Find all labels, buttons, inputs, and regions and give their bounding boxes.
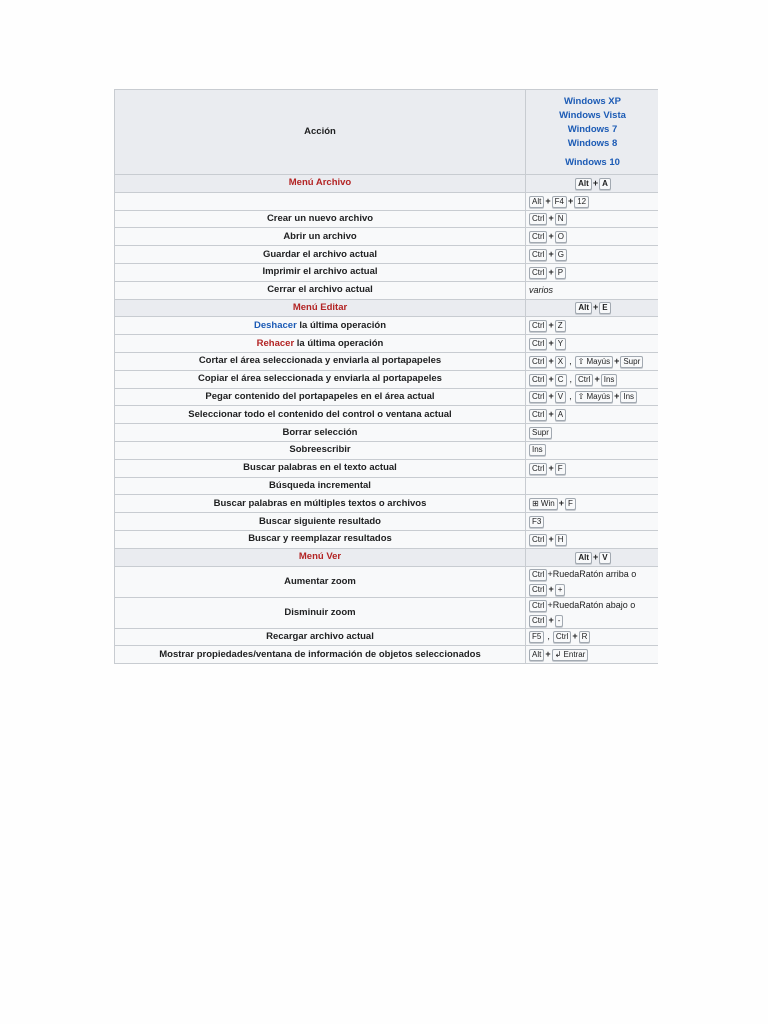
os-link-xp[interactable]: Windows XP (564, 95, 621, 107)
action-cell: Buscar palabras en múltiples textos o archivos (115, 495, 526, 513)
key: X (555, 356, 566, 368)
rehacer-link[interactable]: Rehacer (256, 337, 295, 349)
key: Ctrl (529, 409, 547, 421)
section-row-archivo (115, 175, 659, 193)
shortcut-keys (526, 424, 659, 442)
shortcut-keys: Ctrl + C , Ctrl + Ins (526, 370, 659, 388)
shortcut-keys: Alt + V (526, 548, 659, 566)
action-cell: Buscar siguiente resultado (115, 513, 526, 531)
key: ⊞ Win (529, 498, 558, 510)
table-row (115, 597, 659, 628)
shortcut-keys: Ctrl + G (526, 246, 659, 264)
action-cell: Borrar selección (115, 424, 526, 442)
action-cell: Sobreescribir (115, 441, 526, 459)
os-link-10[interactable]: Windows 10 (565, 156, 620, 168)
header-action: Acción (115, 90, 526, 175)
key: Alt (529, 196, 544, 208)
shortcut-keys: Ctrl + A (526, 406, 659, 424)
key: Ctrl (529, 584, 547, 596)
section-title: Menú Archivo (115, 175, 526, 193)
table-header-row (115, 90, 659, 175)
key: Ctrl (529, 463, 547, 475)
shortcut-keys: Alt + E (526, 299, 659, 317)
key: Ctrl (529, 267, 547, 279)
mouse-wheel-text: +RuedaRatón arriba o (547, 568, 637, 579)
key: H (555, 534, 567, 546)
key: V (599, 552, 610, 564)
key: Ctrl (529, 615, 547, 627)
table-row (115, 513, 659, 531)
key: - (555, 615, 564, 627)
shortcut-keys: ⊞ Win + F (526, 495, 659, 513)
action-cell: Copiar el área seleccionada y enviarla al portapapeles (115, 370, 526, 388)
shortcut-keys: Alt + F4 + 12 (526, 192, 659, 210)
key: F (565, 498, 576, 510)
action-cell: Disminuir zoom (115, 597, 526, 628)
key: N (555, 213, 567, 225)
key: A (555, 409, 566, 421)
action-cell: Aumentar zoom (115, 566, 526, 597)
action-cell: Cortar el área seleccionada y enviarla al portapapeles (115, 352, 526, 370)
section-title: Menú Editar (115, 299, 526, 317)
deshacer-link[interactable]: Deshacer (254, 319, 297, 331)
table-row (115, 317, 659, 335)
table-row (115, 477, 659, 495)
table-row (115, 281, 659, 299)
table-row (115, 335, 659, 353)
table-row (115, 646, 659, 664)
key: Alt (575, 552, 592, 564)
key: V (555, 391, 566, 403)
key: ⇧ Mayús (575, 391, 614, 403)
shortcut-keys: Ctrl + X , ⇧ Mayús + Supr (526, 352, 659, 370)
shortcut-keys: Ctrl + O (526, 228, 659, 246)
key: G (555, 249, 567, 261)
os-link-7[interactable]: Windows 7 (567, 123, 618, 135)
table-row (115, 210, 659, 228)
key: Ins (601, 374, 618, 386)
action-cell: Crear un nuevo archivo (115, 210, 526, 228)
os-link-vista[interactable]: Windows Vista (559, 109, 626, 121)
section-row-editar (115, 299, 659, 317)
os-link-8[interactable]: Windows 8 (567, 137, 618, 149)
key: Alt (575, 178, 592, 190)
shortcut-keys: Ctrl + Z (526, 317, 659, 335)
shortcut-keys: Ctrl +RuedaRatón abajo o Ctrl + - (526, 597, 659, 628)
key: F (555, 463, 566, 475)
key: Ctrl (529, 231, 547, 243)
action-cell: Mostrar propiedades/ventana de información de objetos seleccionados (115, 646, 526, 664)
shortcut-keys: Ctrl + V , ⇧ Mayús + Ins (526, 388, 659, 406)
key: Ctrl (529, 213, 547, 225)
key: Ctrl (553, 631, 571, 643)
shortcut-keys (526, 513, 659, 531)
shortcut-keys: Alt + ↲ Entrar (526, 646, 659, 664)
key: Supr (529, 427, 552, 439)
shortcuts-table (114, 89, 658, 664)
key: Supr (620, 356, 643, 368)
table-row (115, 459, 659, 477)
key: R (579, 631, 591, 643)
key: Z (555, 320, 566, 332)
key: F3 (529, 516, 544, 528)
key: Alt (575, 302, 592, 314)
action-cell: Buscar palabras en el texto actual (115, 459, 526, 477)
section-title: Menú Ver (115, 548, 526, 566)
key: Ctrl (529, 338, 547, 350)
action-cell: Cerrar el archivo actual (115, 281, 526, 299)
key: + (555, 584, 566, 596)
shortcut-keys: Ctrl +RuedaRatón arriba o Ctrl + + (526, 566, 659, 597)
key: O (555, 231, 567, 243)
shortcut-keys: Alt + A (526, 175, 659, 193)
table-row (115, 441, 659, 459)
table-row (115, 424, 659, 442)
table-row (115, 192, 659, 210)
table-row (115, 228, 659, 246)
key: Ins (529, 444, 546, 456)
key: C (555, 374, 567, 386)
key: Ctrl (529, 534, 547, 546)
action-text: la última operación (296, 319, 386, 331)
action-cell: Buscar y reemplazar resultados (115, 530, 526, 548)
key: Ins (620, 391, 637, 403)
action-cell: Seleccionar todo el contenido del control o ventana actual (115, 406, 526, 424)
shortcut-keys: Ctrl + P (526, 263, 659, 281)
shortcut-keys (526, 281, 659, 299)
varios-text: varios (529, 284, 554, 295)
table-row (115, 406, 659, 424)
action-cell (115, 192, 526, 210)
mouse-wheel-text: +RuedaRatón abajo o (547, 599, 636, 610)
table-row (115, 530, 659, 548)
key: F5 (529, 631, 544, 643)
shortcut-keys (526, 441, 659, 459)
key: Ctrl (529, 320, 547, 332)
key: Ctrl (575, 374, 593, 386)
key: Ctrl (529, 569, 547, 581)
key: A (599, 178, 611, 190)
shortcut-keys: Ctrl + N (526, 210, 659, 228)
key: E (599, 302, 610, 314)
key: Y (555, 338, 566, 350)
action-cell: Guardar el archivo actual (115, 246, 526, 264)
action-cell: Imprimir el archivo actual (115, 263, 526, 281)
shortcuts-table-container (114, 89, 658, 669)
key: Alt (529, 649, 544, 661)
action-cell: Búsqueda incremental (115, 477, 526, 495)
shortcut-keys: Ctrl + Y (526, 335, 659, 353)
section-row-ver (115, 548, 659, 566)
key: ⇧ Mayús (575, 356, 614, 368)
table-row (115, 263, 659, 281)
header-os-list (526, 90, 659, 175)
key: Ctrl (529, 391, 547, 403)
table-row (115, 495, 659, 513)
table-row (115, 628, 659, 646)
key: 12 (574, 196, 589, 208)
key: Ctrl (529, 249, 547, 261)
table-row (115, 388, 659, 406)
key: Ctrl (529, 356, 547, 368)
table-row (115, 352, 659, 370)
action-cell (115, 317, 526, 335)
key: Ctrl (529, 600, 547, 612)
key: ↲ Entrar (552, 649, 589, 661)
shortcut-keys: Ctrl + H (526, 530, 659, 548)
action-cell (115, 335, 526, 353)
action-cell: Abrir un archivo (115, 228, 526, 246)
key: F4 (552, 196, 567, 208)
table-row (115, 246, 659, 264)
shortcut-keys: Ctrl + F (526, 459, 659, 477)
action-text: la última operación (294, 337, 384, 349)
shortcut-keys (526, 477, 659, 495)
shortcut-keys: F5 , Ctrl + R (526, 628, 659, 646)
table-row (115, 370, 659, 388)
action-cell: Pegar contenido del portapapeles en el área actual (115, 388, 526, 406)
table-row (115, 566, 659, 597)
action-cell: Recargar archivo actual (115, 628, 526, 646)
key: P (555, 267, 566, 279)
key: Ctrl (529, 374, 547, 386)
